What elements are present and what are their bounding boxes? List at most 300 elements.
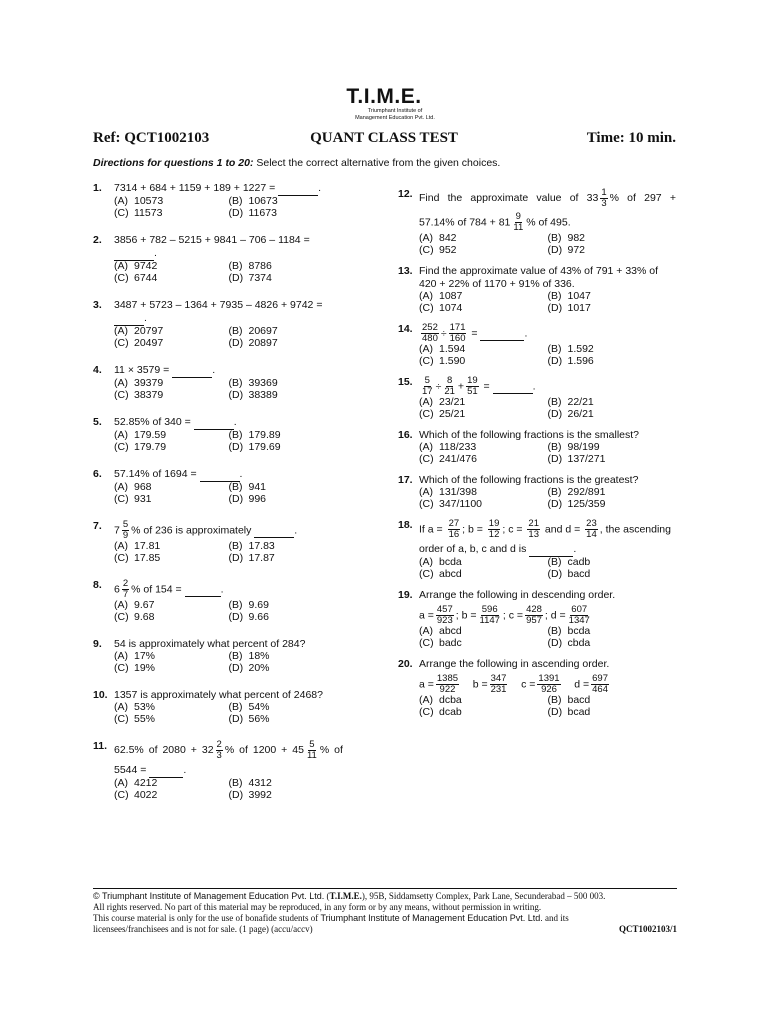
fraction	[478, 605, 500, 626]
question-body	[419, 376, 676, 420]
text-run: ; b =	[462, 523, 486, 536]
question-number: 19.	[398, 589, 413, 601]
answer-option	[548, 707, 677, 719]
option-row	[419, 409, 676, 421]
fraction	[527, 519, 540, 540]
answer-option	[419, 707, 548, 719]
logo-tagline-1: Triumphant Institute of	[367, 108, 423, 114]
option-label: (B)	[228, 777, 243, 789]
text-run: % of 495.	[526, 216, 571, 229]
question-number: 13.	[398, 265, 413, 277]
option-value: 10673	[248, 195, 278, 207]
answer-option	[419, 356, 548, 368]
question-stem	[419, 376, 676, 397]
option-value: 18%	[248, 650, 270, 662]
answer-option	[229, 390, 344, 402]
question-body	[114, 638, 343, 674]
text-run: ÷	[435, 380, 442, 393]
option-value: 11573	[134, 206, 163, 219]
question-body	[114, 234, 343, 284]
option-label: (C)	[419, 567, 434, 580]
question-body	[114, 416, 343, 453]
footer-line-3a: This course material is only for the use of bonafide students of	[93, 913, 321, 923]
mixed-number	[202, 740, 234, 761]
option-label: (A)	[114, 429, 128, 441]
option-label: (B)	[547, 232, 562, 244]
fraction-denominator: 21	[444, 386, 455, 397]
question-body	[419, 519, 676, 580]
option-row	[419, 233, 676, 245]
option-value: 125/359	[567, 497, 606, 510]
option-value: badc	[439, 636, 462, 649]
text-run: approximate	[470, 192, 529, 204]
fraction	[122, 520, 129, 541]
option-label: (A)	[419, 343, 433, 355]
answer-option	[114, 326, 229, 338]
answer-blank	[493, 380, 533, 394]
option-label: (D)	[228, 551, 244, 564]
answer-option	[114, 442, 229, 454]
option-row	[114, 338, 343, 350]
text-run: 33	[586, 192, 599, 204]
option-value: 179.89	[248, 429, 281, 441]
option-value: 996	[248, 492, 267, 505]
option-value: 9.67	[134, 599, 155, 611]
option-value: 17.85	[134, 551, 161, 564]
option-label: (A)	[114, 260, 128, 272]
question-stem-continued	[114, 764, 343, 778]
option-label: (D)	[228, 440, 244, 453]
fraction-numerator: 596	[481, 604, 498, 615]
text-run: +	[669, 192, 676, 204]
fraction-numerator: 5	[424, 375, 430, 386]
option-value: 19%	[134, 661, 156, 674]
footer-line-3b: and its	[542, 913, 569, 923]
option-label: (B)	[547, 556, 562, 568]
option-value: 1.592	[567, 343, 594, 355]
fraction-denominator: 3	[216, 750, 222, 761]
fraction-numerator: 457	[436, 604, 453, 615]
fraction	[568, 605, 591, 626]
option-value: cadb	[567, 556, 591, 568]
answer-option	[229, 196, 344, 208]
option-value: 952	[439, 243, 457, 256]
answer-blank	[185, 583, 221, 597]
option-value: 241/476	[439, 452, 477, 465]
fraction	[216, 740, 223, 761]
option-value: 1.590	[439, 354, 466, 367]
option-value: 8786	[248, 260, 272, 272]
option-value: 137/271	[567, 452, 606, 465]
text-run: %	[319, 744, 330, 756]
question-stem	[419, 658, 676, 671]
question-stem	[419, 188, 676, 209]
answer-option	[419, 409, 548, 421]
text-run: Which of the following fractions is the greatest?	[419, 474, 639, 486]
option-label: (D)	[228, 712, 244, 725]
option-label: (D)	[547, 636, 563, 649]
text-run: +	[281, 744, 288, 756]
answer-option	[114, 261, 229, 273]
answer-option	[229, 541, 344, 553]
fraction	[436, 674, 459, 695]
answer-option	[419, 303, 548, 315]
test-title: QUANT CLASS TEST	[310, 130, 458, 146]
option-label: (C)	[114, 661, 129, 674]
text-run: =	[468, 327, 481, 340]
fraction-denominator: 957	[526, 615, 542, 626]
text-run: .	[524, 327, 528, 340]
answer-blank	[149, 764, 183, 778]
question	[398, 589, 676, 649]
logo-name: T.I.M.E.	[346, 85, 422, 108]
option-label: (B)	[228, 260, 243, 272]
question-body	[419, 323, 676, 367]
text-run: 52.85% of 340 =	[114, 416, 194, 428]
option-label: (A)	[114, 701, 128, 713]
text-run: 6	[114, 583, 120, 596]
option-label: (C)	[114, 206, 129, 219]
question-number: 14.	[398, 323, 413, 335]
option-value: 17.83	[248, 540, 275, 552]
option-value: 39379	[134, 377, 164, 389]
question-body	[114, 468, 343, 505]
footer-divider	[93, 888, 677, 889]
option-value: bcda	[567, 625, 591, 637]
option-label: (D)	[547, 243, 563, 256]
option-value: 25/21	[439, 407, 466, 420]
text-run: %	[609, 192, 619, 204]
directions-label: Directions for questions 1 to 20:	[93, 157, 254, 169]
option-value: 1087	[439, 290, 463, 302]
question-number: 12.	[398, 188, 413, 200]
option-value: 1.594	[439, 343, 466, 355]
option-value: 4212	[134, 777, 158, 789]
option-label: (D)	[547, 301, 563, 314]
option-row	[419, 638, 676, 650]
option-label: (B)	[228, 325, 243, 337]
option-value: abcd	[439, 567, 462, 580]
question-body	[419, 658, 676, 718]
option-label: (C)	[419, 243, 434, 256]
text-run: of	[334, 744, 343, 756]
option-value: 20%	[248, 661, 270, 674]
question-body	[114, 689, 343, 725]
fraction-denominator: 160	[449, 333, 466, 344]
text-run: 3487 + 5723 – 1364 + 7935 – 4826 + 9742 =	[114, 299, 323, 311]
question-number: 1.	[93, 182, 102, 194]
text-run: +	[457, 380, 465, 393]
answer-option	[548, 245, 677, 257]
text-run: order of a, b, c and d is	[419, 543, 530, 555]
answer-option	[114, 338, 229, 350]
fraction	[512, 212, 524, 233]
question	[93, 234, 343, 284]
text-run: 5544 =	[114, 764, 150, 776]
fraction	[488, 519, 501, 540]
option-value: 4312	[248, 777, 272, 789]
footer-line-2: All rights reserved. No part of this material may be reproduced, in any form or by any means, without permission in writing.	[93, 902, 542, 912]
fraction-numerator: 21	[528, 518, 539, 529]
fraction	[448, 519, 461, 540]
option-label: (A)	[419, 694, 433, 706]
fraction-numerator: 19	[467, 375, 478, 386]
fraction-numerator: 697	[592, 673, 608, 684]
question-stem	[114, 579, 343, 600]
option-label: (D)	[547, 567, 563, 580]
fraction-denominator: 1347	[568, 615, 590, 626]
text-run: .	[573, 543, 577, 555]
answer-blank	[114, 312, 144, 326]
answer-option	[548, 303, 677, 315]
question-stem	[114, 234, 343, 261]
answer-option	[229, 326, 344, 338]
question-body	[419, 188, 676, 256]
answer-option	[114, 778, 229, 790]
option-value: 3992	[248, 788, 272, 801]
option-value: 4022	[134, 788, 158, 801]
option-label: (D)	[228, 492, 244, 505]
option-row	[114, 494, 343, 506]
option-label: (A)	[419, 290, 433, 302]
answer-option	[229, 378, 344, 390]
option-label: (A)	[114, 325, 128, 337]
option-value: 931	[134, 492, 152, 505]
text-run: .	[212, 364, 216, 376]
text-run: ; d =	[544, 609, 566, 622]
text-run: Arrange the following in ascending order.	[419, 658, 610, 670]
option-value: 179.59	[134, 429, 167, 441]
fraction-denominator: 922	[439, 684, 456, 695]
question-body	[419, 265, 676, 314]
text-run: 7314 + 684 + 1159 + 189 + 1227 =	[114, 182, 279, 194]
question-stem	[419, 265, 676, 291]
question-body	[114, 520, 343, 564]
option-value: 20697	[248, 325, 278, 337]
question-stem-continued	[419, 212, 676, 233]
text-run: 1357 is approximately what percent of 2468?	[114, 689, 323, 701]
answer-option	[229, 338, 344, 350]
fraction	[122, 579, 129, 600]
question-body	[114, 740, 343, 801]
fraction-numerator: 1391	[538, 673, 560, 684]
option-row	[419, 707, 676, 719]
answer-option	[114, 553, 229, 565]
option-value: 982	[567, 232, 586, 244]
option-row	[114, 390, 343, 402]
option-label: (A)	[419, 396, 433, 408]
answer-option	[114, 790, 229, 802]
option-label: (C)	[114, 336, 129, 349]
question-body	[419, 589, 676, 649]
footer-line-3	[93, 913, 677, 924]
fraction-denominator: 464	[592, 684, 608, 695]
fraction	[591, 674, 609, 695]
question-stem	[114, 740, 343, 761]
fraction	[490, 674, 508, 695]
fraction-denominator: 3	[601, 198, 607, 209]
answer-option	[548, 356, 677, 368]
footer-time: T.I.M.E.	[329, 891, 362, 901]
option-value: 347/1100	[439, 497, 483, 510]
answer-blank	[114, 247, 154, 261]
option-value: bacd	[567, 694, 591, 706]
option-value: 17.87	[248, 551, 275, 564]
option-label: (B)	[547, 486, 562, 498]
answer-option	[229, 778, 344, 790]
answer-blank	[254, 524, 294, 538]
fraction-numerator: 171	[449, 322, 466, 333]
answer-option	[114, 494, 229, 506]
question	[398, 429, 676, 465]
option-value: 179.79	[134, 440, 167, 453]
questions-right-column	[398, 188, 676, 718]
answer-option	[114, 273, 229, 285]
fraction-denominator: 11	[513, 222, 524, 233]
question-body	[114, 299, 343, 349]
question	[398, 323, 676, 367]
copyright-symbol: ©	[93, 891, 100, 901]
answer-option	[114, 208, 229, 220]
question-number: 15.	[398, 376, 413, 388]
answer-option	[419, 638, 548, 650]
text-run: the	[447, 192, 463, 204]
question-number: 8.	[93, 579, 102, 591]
option-label: (A)	[419, 556, 433, 568]
footer-org-name: Triumphant Institute of Management Education Pvt. Ltd.	[99, 891, 325, 901]
question-body	[114, 182, 343, 219]
answer-option	[548, 638, 677, 650]
option-label: (A)	[419, 625, 433, 637]
answer-option	[229, 714, 344, 726]
option-value: 6744	[134, 271, 158, 284]
question-number: 4.	[93, 364, 102, 376]
text-run: 57.14% of 1694 =	[114, 468, 200, 480]
option-value: 131/398	[439, 486, 477, 498]
option-row	[114, 553, 343, 565]
question-number: 5.	[93, 416, 102, 428]
text-run: % of 154 =	[131, 583, 185, 596]
option-label: (A)	[114, 777, 128, 789]
question-stem	[419, 323, 676, 344]
answer-option	[114, 541, 229, 553]
answer-option	[114, 390, 229, 402]
option-row	[419, 569, 676, 581]
question-stem	[114, 364, 343, 378]
text-run: 45	[292, 744, 304, 756]
answer-option	[229, 663, 344, 675]
question	[398, 658, 676, 718]
fraction-numerator: 23	[586, 518, 597, 529]
text-run: ÷	[440, 327, 447, 340]
answer-option	[419, 569, 548, 581]
text-run: a =	[419, 678, 434, 691]
fraction-denominator: 1147	[479, 615, 500, 626]
text-run: .	[532, 380, 536, 393]
fraction-denominator: 14	[586, 529, 597, 540]
option-value: 17%	[134, 650, 156, 662]
option-value: cbda	[567, 636, 591, 649]
text-run: 7	[114, 524, 120, 537]
answer-option	[114, 651, 229, 663]
question-stem-continued	[419, 605, 676, 626]
option-value: abcd	[439, 625, 462, 637]
reference-code: Ref: QCT1002103	[93, 130, 210, 146]
answer-blank	[200, 468, 240, 482]
question	[93, 740, 343, 801]
option-value: 9.69	[248, 599, 269, 611]
footer-line-3-org: Triumphant Institute of Management Education Pvt. Ltd.	[320, 913, 543, 923]
question	[93, 182, 343, 219]
option-value: 20897	[248, 336, 278, 349]
answer-option	[229, 651, 344, 663]
fraction-numerator: 5	[122, 519, 129, 530]
question-body	[419, 474, 676, 510]
question-stem	[419, 589, 676, 602]
option-label: (A)	[114, 195, 128, 207]
option-value: 54%	[248, 701, 270, 713]
answer-option	[114, 378, 229, 390]
question	[93, 638, 343, 674]
answer-option	[229, 612, 344, 624]
question-number: 9.	[93, 638, 102, 650]
text-run: 32	[201, 744, 214, 756]
question-number: 17.	[398, 474, 413, 486]
option-label: (C)	[419, 705, 434, 718]
question	[93, 689, 343, 725]
question-stem	[114, 520, 343, 541]
question-stem	[114, 416, 343, 430]
option-value: 98/199	[567, 441, 600, 453]
option-label: (D)	[228, 336, 244, 349]
question-body	[114, 579, 343, 623]
question-stem-continued	[419, 674, 676, 695]
text-run: c =	[509, 678, 536, 691]
option-value: 968	[134, 481, 152, 493]
mixed-number	[587, 188, 619, 209]
fraction-denominator: 17	[422, 386, 433, 397]
text-run: of	[239, 744, 248, 756]
option-label: (A)	[114, 481, 128, 493]
question	[398, 376, 676, 420]
option-value: 1017	[567, 301, 591, 314]
answer-option	[548, 569, 677, 581]
option-row	[419, 356, 676, 368]
fraction-denominator: 926	[541, 684, 557, 695]
option-label: (C)	[114, 712, 129, 725]
option-label: (C)	[114, 610, 129, 623]
question-number: 20.	[398, 658, 413, 670]
text-run: of	[569, 192, 579, 204]
option-label: (B)	[228, 429, 243, 441]
text-run: .	[183, 764, 187, 776]
option-label: (D)	[228, 206, 244, 219]
option-label: (B)	[228, 377, 243, 389]
question	[93, 468, 343, 505]
text-run: If a =	[419, 523, 446, 536]
fraction-denominator: 13	[528, 529, 539, 540]
option-label: (B)	[547, 396, 562, 408]
question-number: 11.	[93, 740, 108, 752]
text-run: b =	[461, 678, 488, 691]
answer-option	[229, 702, 344, 714]
answer-option	[114, 430, 229, 442]
footer-address: ), 95B, Siddamsetty Complex, Park Lane, Secunderabad – 500 003.	[361, 891, 606, 901]
page-code: QCT1002103/1	[618, 924, 677, 934]
directions-text: Select the correct alternative from the given choices.	[253, 157, 501, 169]
option-value: 7374	[248, 271, 272, 284]
option-label: (D)	[547, 354, 563, 367]
